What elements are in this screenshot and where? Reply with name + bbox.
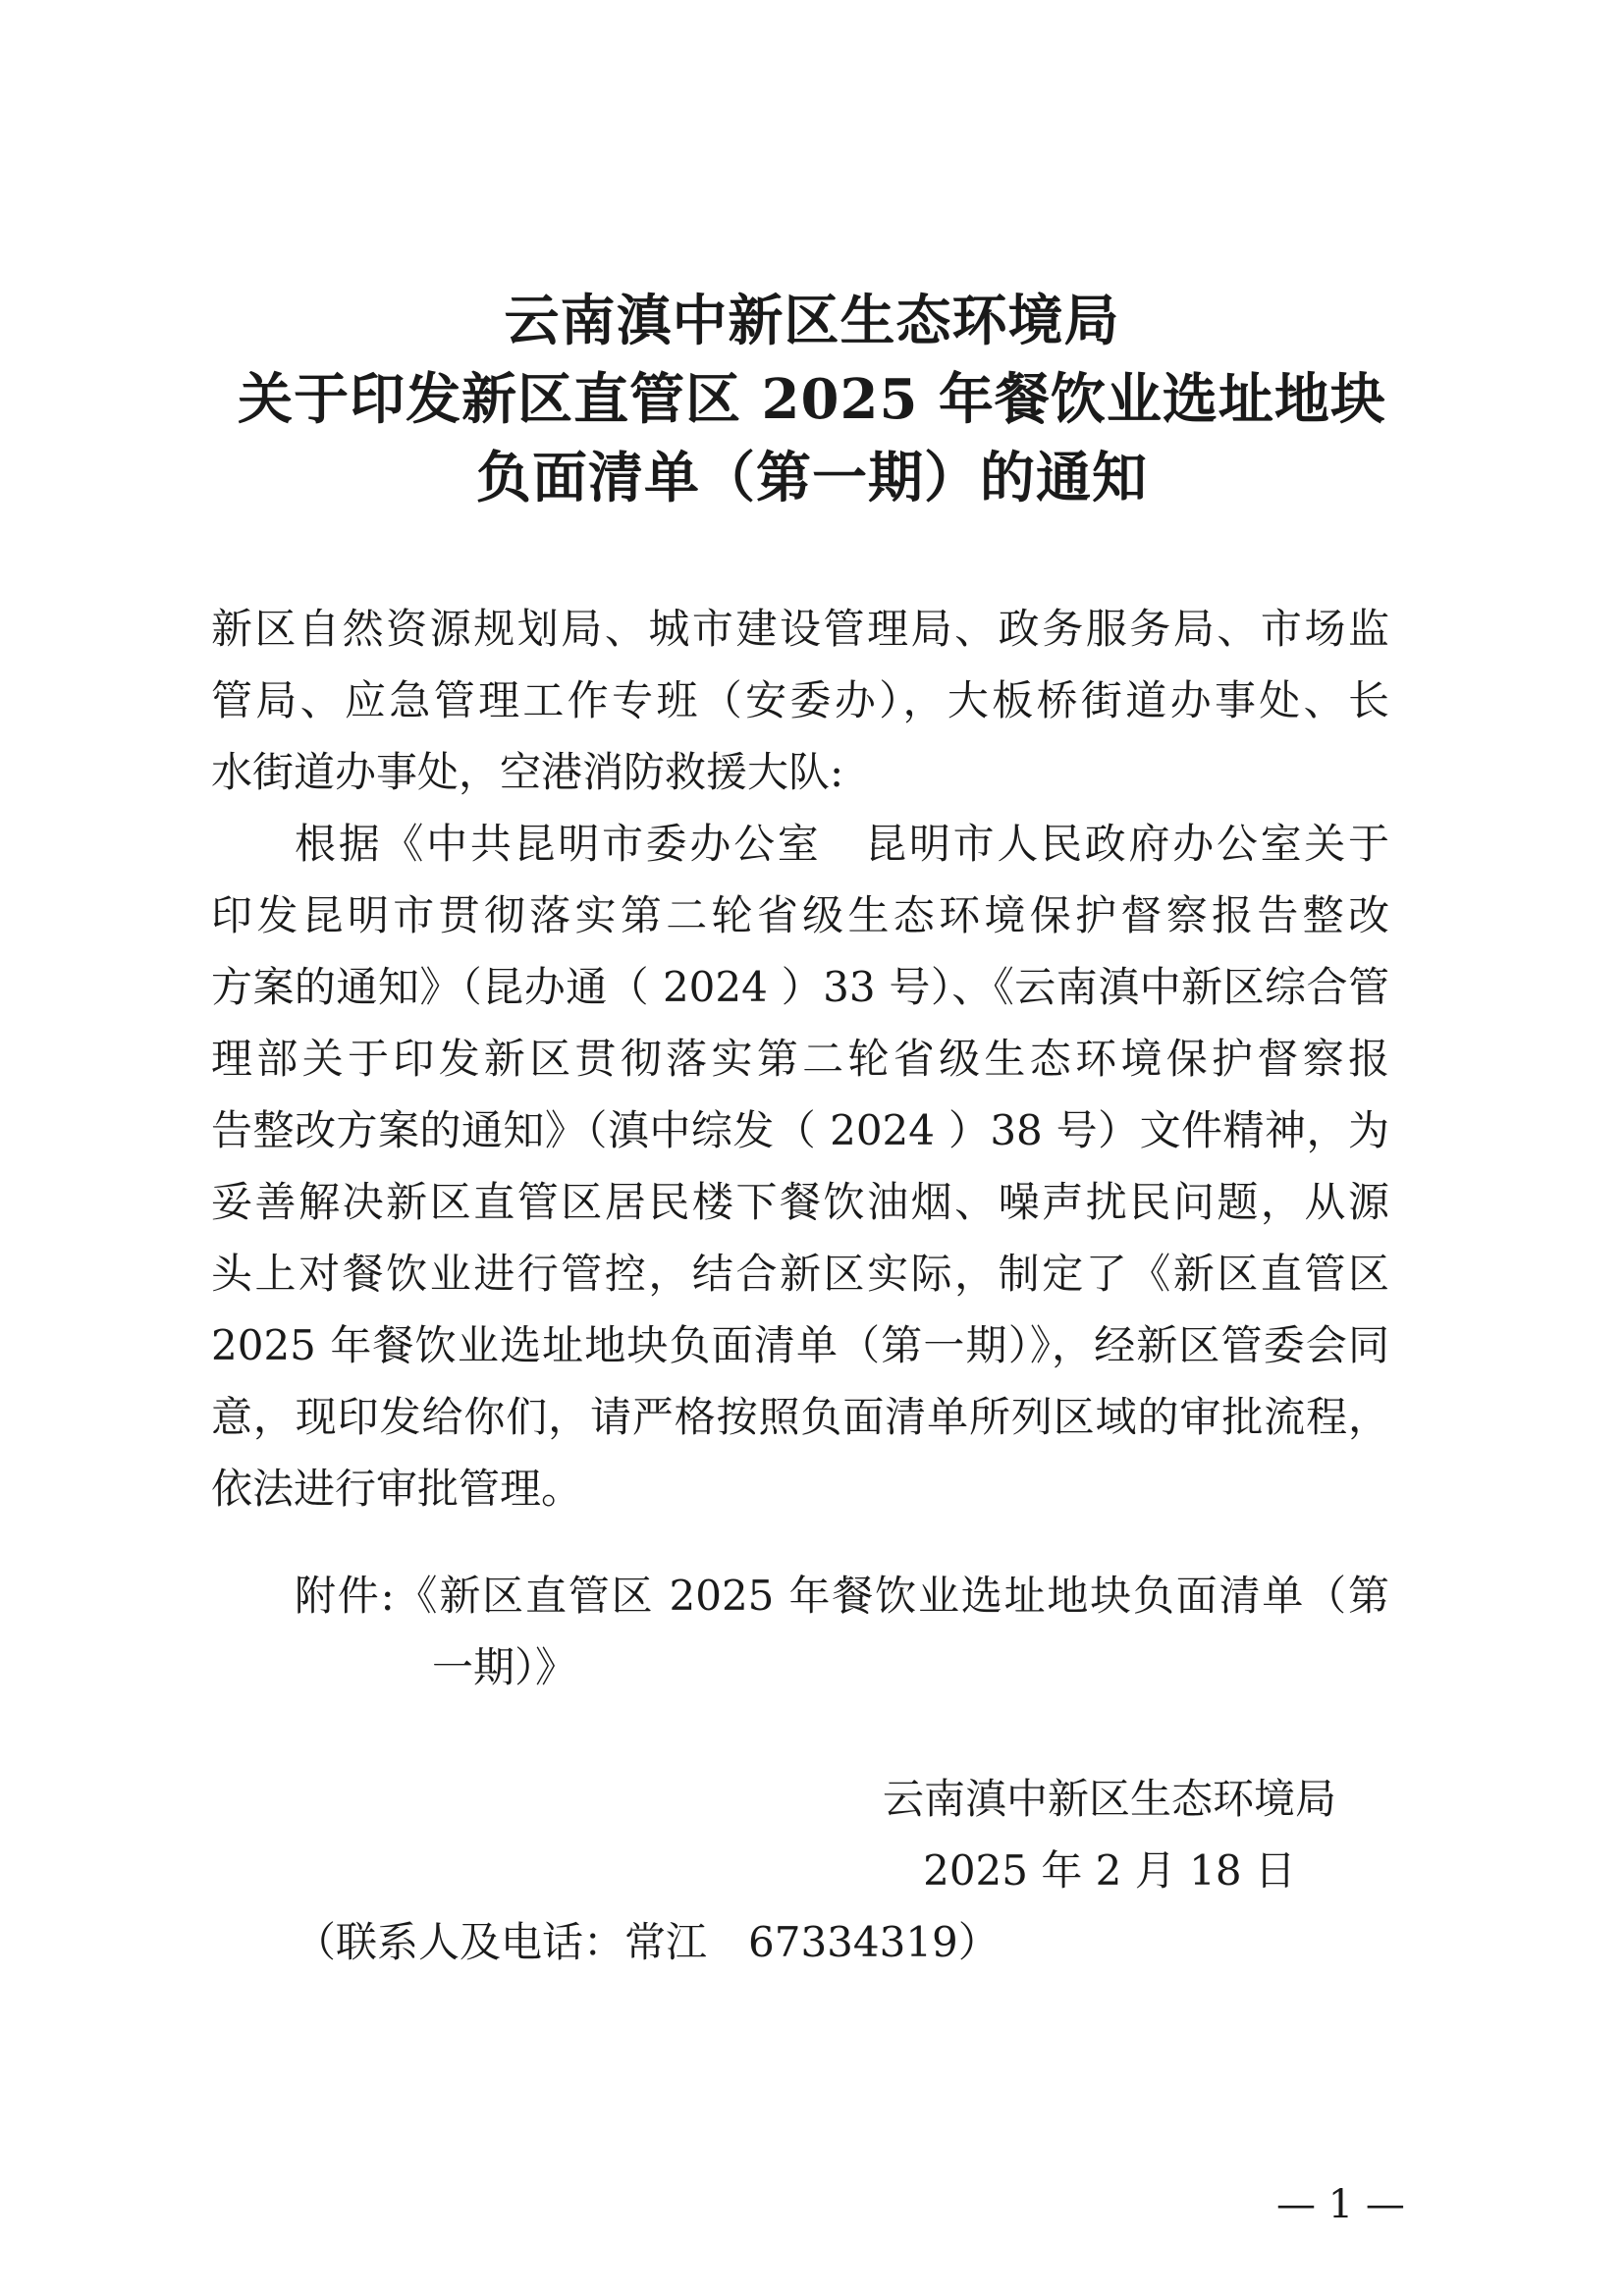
signature-date: 2025 年 2 月 18 日 [923, 1846, 1296, 1895]
body-line-2: 印发昆明市贯彻落实第二轮省级生态环境保护督察报告整改 [211, 891, 1389, 939]
addressee-line-3: 水街道办事处，空港消防救援大队: [211, 748, 844, 796]
body-line-5: 告整改方案的通知》（滇中综发（ 2024 ）38 号）文件精神，为 [211, 1106, 1389, 1154]
title-line-1: 云南滇中新区生态环境局 [504, 289, 1120, 353]
signature-org: 云南滇中新区生态环境局 [882, 1775, 1336, 1823]
body-line-6: 妥善解决新区直管区居民楼下餐饮油烟、噪声扰民问题，从源 [211, 1178, 1389, 1226]
body-line-7: 头上对餐饮业进行管控，结合新区实际，制定了《新区直管区 [211, 1250, 1389, 1298]
attachment-line-2: 一期）》 [432, 1643, 577, 1691]
title-line-2: 关于印发新区直管区 2025 年餐饮业选址地块 [238, 367, 1386, 432]
body-line-10: 依法进行审批管理。 [211, 1465, 583, 1513]
title-line-3: 负面清单（第一期）的通知 [476, 446, 1148, 510]
addressee-line-2: 管局、应急管理工作专班（安委办），大板桥街道办事处、长 [211, 676, 1389, 724]
body-line-9: 意，现印发给你们，请严格按照负面清单所列区域的审批流程， [211, 1393, 1389, 1441]
body-line-3: 方案的通知》（昆办通（ 2024 ）33 号）、《云南滇中新区综合管 [211, 963, 1389, 1011]
attachment-line-1: 附件:《新区直管区 2025 年餐饮业选址地块负面清单（第 [295, 1572, 1389, 1620]
page-number: — 1 — [1276, 2182, 1405, 2227]
body-line-4: 理部关于印发新区贯彻落实第二轮省级生态环境保护督察报 [211, 1035, 1389, 1083]
body-line-1: 根据《中共昆明市委办公室 昆明市人民政府办公室关于 [295, 820, 1389, 868]
addressee-line-1: 新区自然资源规划局、城市建设管理局、政务服务局、市场监 [211, 605, 1389, 653]
contact-info: （联系人及电话：常江 67334319） [295, 1918, 1000, 1966]
body-line-8: 2025 年餐饮业选址地块负面清单（第一期）》，经新区管委会同 [211, 1321, 1389, 1369]
